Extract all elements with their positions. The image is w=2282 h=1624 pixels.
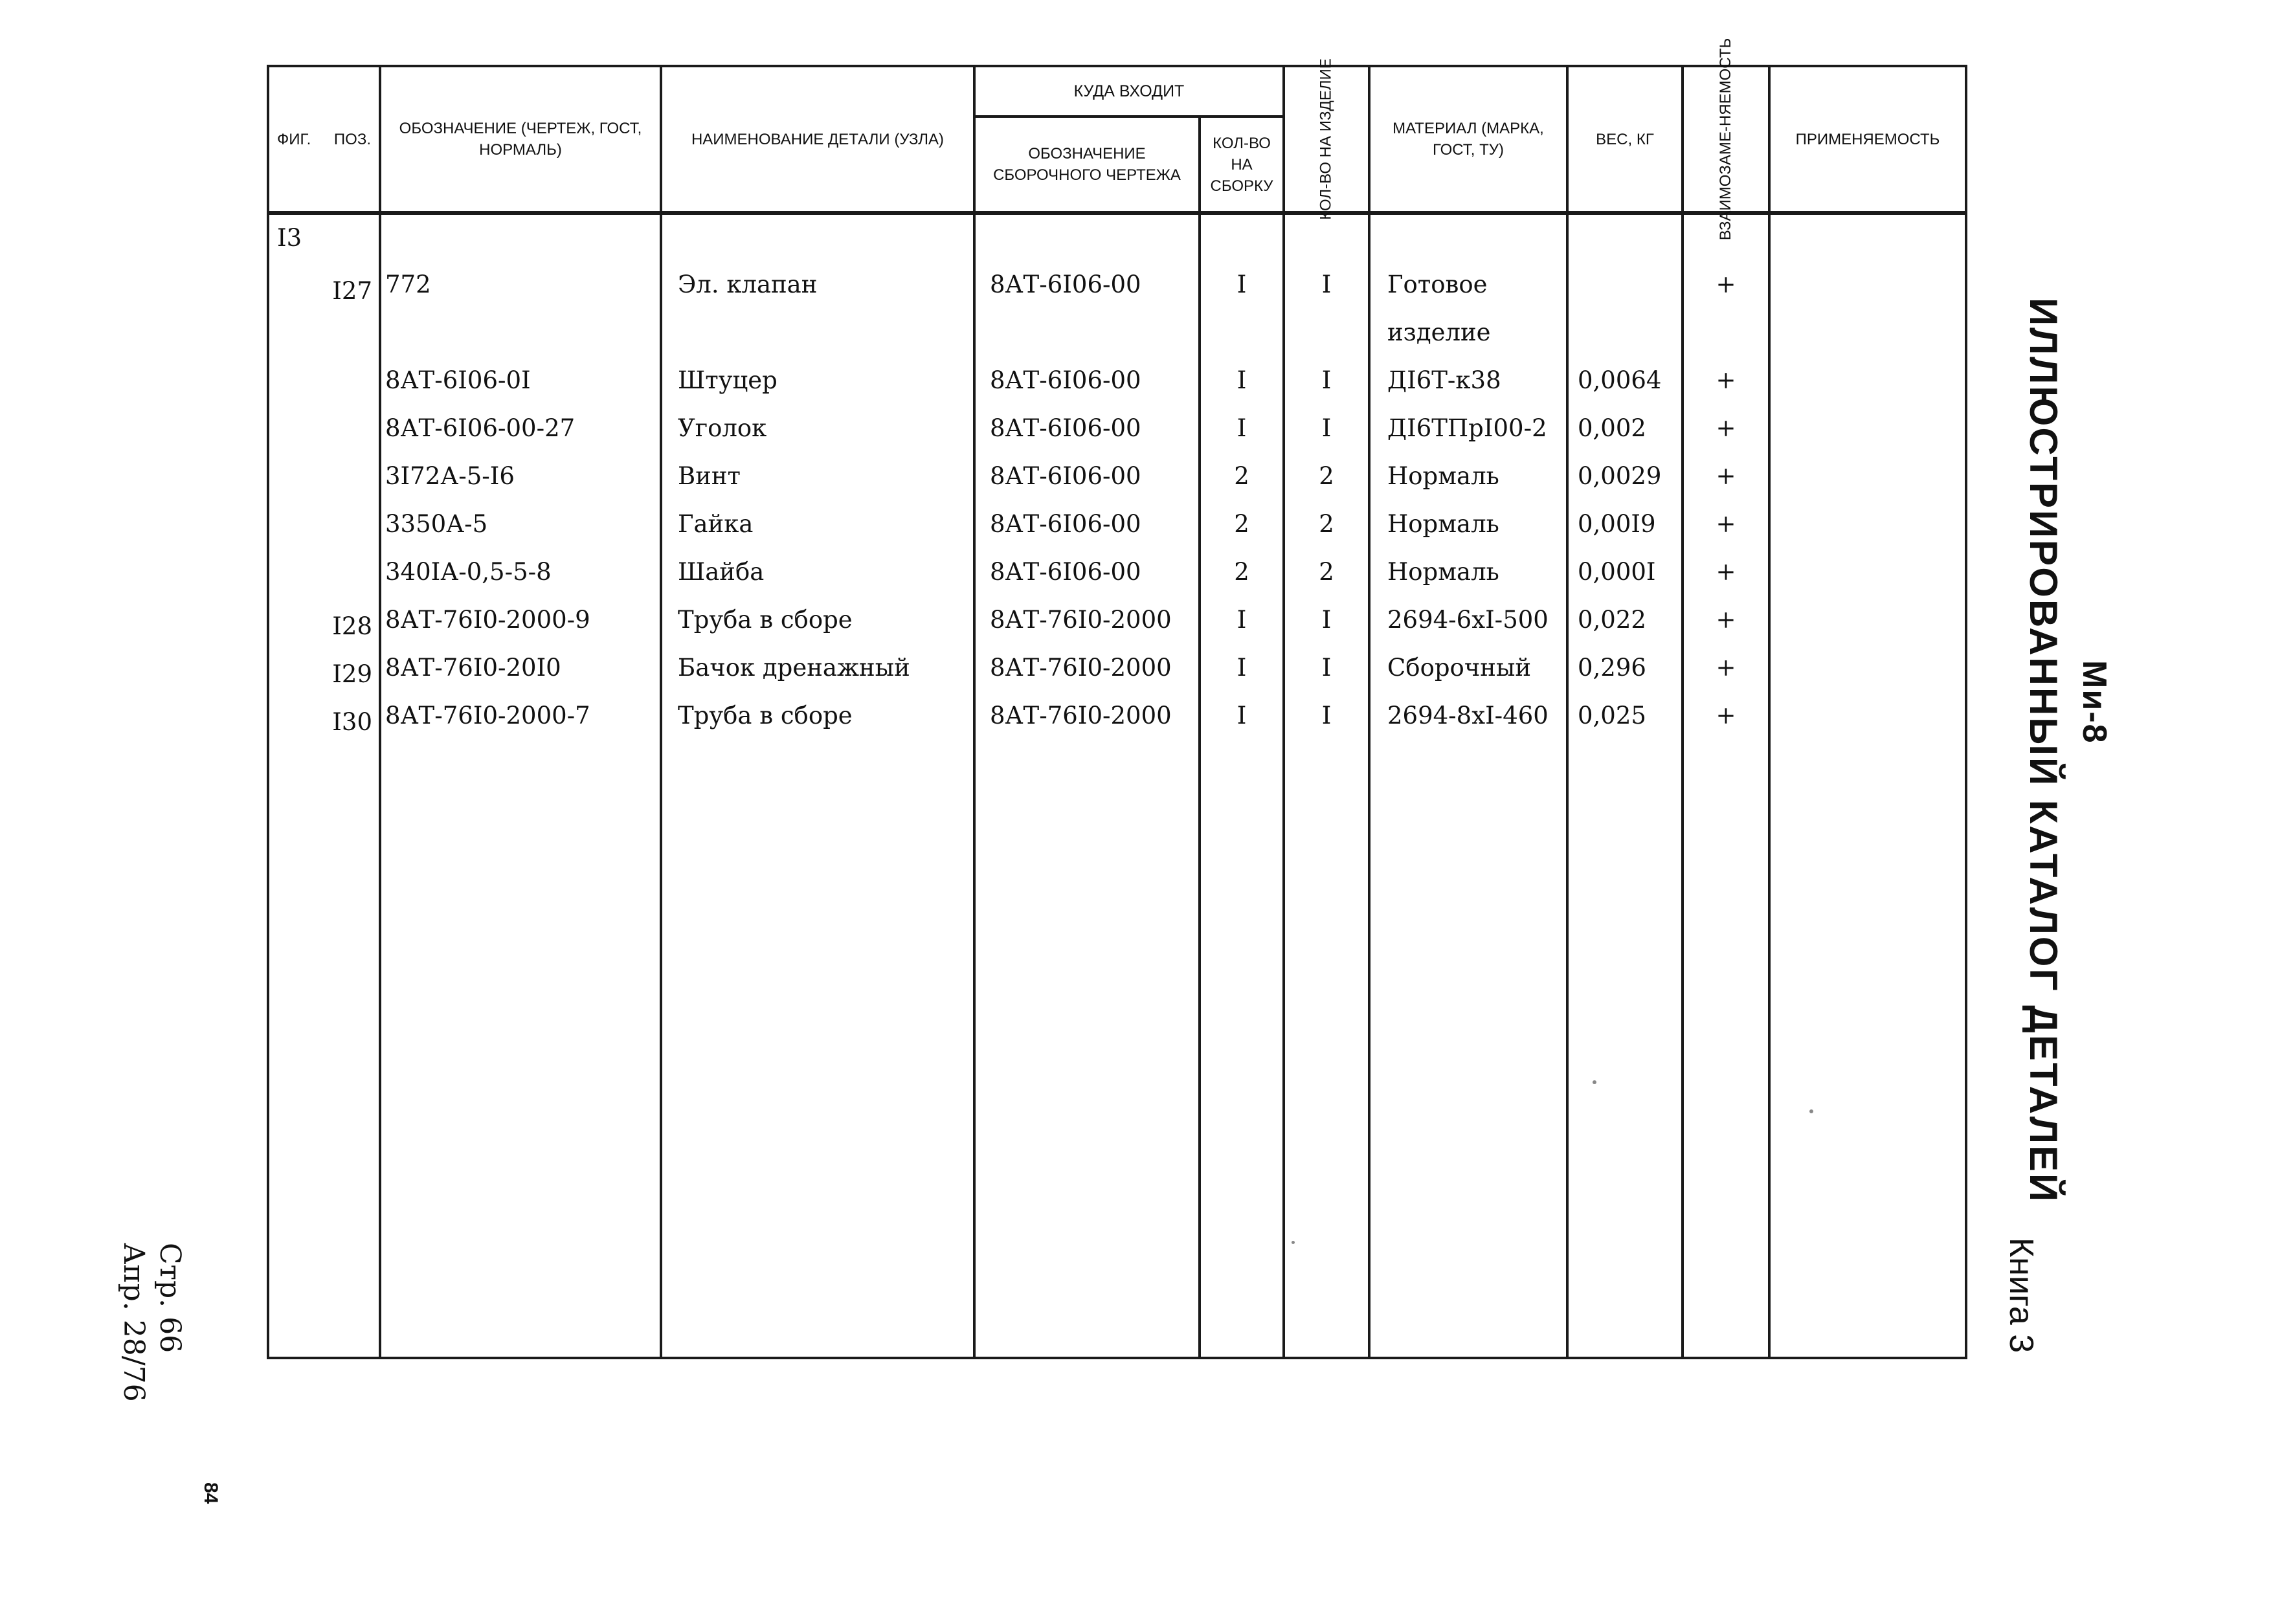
part-name-cell: Бачок дренажный — [661, 650, 974, 698]
aircraft-model: Ми-8 — [2075, 660, 2113, 744]
header-fig: ФИГ. — [277, 130, 311, 148]
interchangeable-cell: + — [1683, 650, 1769, 698]
designation-cell: 340IА-0,5-5-8 — [380, 554, 661, 602]
material-cell: Готовое — [1369, 267, 1567, 315]
designation-cell: 3I72А-5-I6 — [380, 458, 661, 506]
position-cell — [268, 362, 380, 410]
table-row — [268, 410, 1966, 458]
qty-product-cell: I — [1284, 602, 1369, 650]
interchangeable-cell: + — [1683, 698, 1769, 746]
interchangeable-cell: + — [1683, 458, 1769, 506]
interchangeable-cell: + — [1683, 602, 1769, 650]
header-interchangeability — [1683, 38, 1769, 241]
qty-assembly-cell: 2 — [1200, 554, 1284, 602]
qty-assembly-cell: I — [1200, 267, 1284, 315]
applicability-cell — [1769, 362, 1966, 410]
position-number: I27 — [332, 277, 372, 305]
assembly-drawing-cell: 8АТ-76I0-2000 — [974, 602, 1200, 650]
qty-assembly-cell: 2 — [1200, 506, 1284, 554]
applicability-cell — [1769, 315, 1966, 362]
table-row — [268, 506, 1966, 554]
material-cell: ДI6Т-к38 — [1369, 362, 1567, 410]
page-number: Стр. 66 — [153, 1243, 186, 1353]
qty-product-cell: I — [1284, 410, 1369, 458]
qty-assembly-cell: I — [1200, 602, 1284, 650]
position-cell — [268, 410, 380, 458]
position-cell — [268, 602, 380, 650]
scan-speck — [1809, 1109, 1813, 1113]
weight-cell: 0,002 — [1567, 410, 1683, 458]
qty-product-cell: I — [1284, 267, 1369, 315]
empty-cell — [380, 746, 661, 1358]
designation-cell — [380, 315, 661, 362]
position-number: I28 — [332, 612, 372, 640]
qty-assembly-cell: I — [1200, 650, 1284, 698]
empty-cell — [1567, 746, 1683, 1358]
part-name-cell: Винт — [661, 458, 974, 506]
material-cell: Нормаль — [1369, 506, 1567, 554]
qty-product-cell: I — [1284, 698, 1369, 746]
header-applicability: ПРИМЕНЯЕМОСТЬ — [1769, 66, 1966, 213]
interchangeable-cell: + — [1683, 362, 1769, 410]
material-cell: ДI6ТПрI00-2 — [1369, 410, 1567, 458]
assembly-drawing-cell: 8АТ-6I06-00 — [974, 267, 1200, 315]
designation-cell: 8АТ-76I0-20I0 — [380, 650, 661, 698]
assembly-drawing-cell: 8АТ-6I06-00 — [974, 554, 1200, 602]
header-interchangeability-text: ВЗАИМОЗАМЕ-НЯЕМОСТЬ — [1717, 38, 1734, 241]
designation-cell: 8АТ-76I0-2000-9 — [380, 602, 661, 650]
table-row — [268, 362, 1966, 410]
interchangeable-cell — [1683, 315, 1769, 362]
applicability-cell — [1769, 554, 1966, 602]
table-row — [268, 458, 1966, 506]
header-name: НАИМЕНОВАНИЕ ДЕТАЛИ (УЗЛА) — [661, 66, 974, 213]
catalog-title: ИЛЛЮСТРИРОВАННЫЙ КАТАЛОГ ДЕТАЛЕЙ — [2022, 298, 2065, 1204]
qty-assembly-cell: 2 — [1200, 458, 1284, 506]
material-cell: Нормаль — [1369, 458, 1567, 506]
header-assembly-drawing: ОБОЗНАЧЕНИЕ СБОРОЧНОГО ЧЕРТЕЖА — [974, 117, 1200, 213]
part-name-cell: Уголок — [661, 410, 974, 458]
side-title — [2017, 298, 2159, 1204]
position-cell — [268, 554, 380, 602]
assembly-drawing-cell: 8АТ-6I06-00 — [974, 506, 1200, 554]
weight-cell: 0,025 — [1567, 698, 1683, 746]
qty-assembly-cell: I — [1200, 362, 1284, 410]
part-name-cell: Гайка — [661, 506, 974, 554]
header-pos: ПОЗ. — [333, 130, 371, 148]
header-qty-per-product — [1284, 58, 1369, 220]
empty-cell — [661, 746, 974, 1358]
scan-speck — [1292, 1241, 1295, 1244]
part-name-cell: Труба в сборе — [661, 602, 974, 650]
position-number: I29 — [332, 660, 372, 688]
header-qty-per-assembly: КОЛ-ВО НА СБОРКУ — [1200, 117, 1284, 213]
header-designation: ОБОЗНАЧЕНИЕ (ЧЕРТЕЖ, ГОСТ, НОРМАЛЬ) — [380, 66, 661, 213]
header-material: МАТЕРИАЛ (МАРКА, ГОСТ, ТУ) — [1369, 66, 1567, 213]
sheet-number: 84 — [200, 1482, 221, 1504]
designation-cell: 8АТ-6I06-0I — [380, 362, 661, 410]
weight-cell: 0,0029 — [1567, 458, 1683, 506]
empty-cell — [1683, 746, 1769, 1358]
assembly-drawing-cell — [974, 315, 1200, 362]
position-cell — [268, 458, 380, 506]
designation-cell: 3350А-5 — [380, 506, 661, 554]
applicability-cell — [1769, 267, 1966, 315]
weight-cell — [1567, 267, 1683, 315]
position-cell — [268, 698, 380, 746]
figure-number: I3 — [277, 224, 302, 252]
part-name-cell: Штуцер — [661, 362, 974, 410]
table-row — [268, 602, 1966, 650]
empty-cell — [1200, 746, 1284, 1358]
qty-product-cell: I — [1284, 650, 1369, 698]
figure-cell — [268, 213, 380, 267]
applicability-cell — [1769, 506, 1966, 554]
interchangeable-cell: + — [1683, 506, 1769, 554]
position-number: I30 — [332, 708, 372, 736]
table-row — [268, 315, 1966, 362]
applicability-cell — [1769, 410, 1966, 458]
table-row — [268, 267, 1966, 315]
header-qty-per-product-text: КОЛ-ВО НА ИЗДЕЛИЕ — [1317, 58, 1336, 220]
book-label: Книга 3 — [2002, 1238, 2040, 1353]
weight-cell: 0,0064 — [1567, 362, 1683, 410]
catalog-sheet — [267, 38, 1965, 1359]
qty-product-cell: 2 — [1284, 458, 1369, 506]
position-cell — [268, 506, 380, 554]
interchangeable-cell: + — [1683, 410, 1769, 458]
qty-assembly-cell — [1200, 315, 1284, 362]
empty-cell — [1769, 746, 1966, 1358]
qty-product-cell: I — [1284, 362, 1369, 410]
designation-cell: 772 — [380, 267, 661, 315]
assembly-drawing-cell: 8АТ-76I0-2000 — [974, 650, 1200, 698]
material-cell: Сборочный — [1369, 650, 1567, 698]
material-cell: 2694-6хI-500 — [1369, 602, 1567, 650]
qty-assembly-cell: I — [1200, 698, 1284, 746]
empty-cell — [1284, 746, 1369, 1358]
qty-product-cell: 2 — [1284, 554, 1369, 602]
position-cell — [268, 315, 380, 362]
applicability-cell — [1769, 458, 1966, 506]
revision-date: Апр. 28/76 — [117, 1243, 150, 1402]
material-cell: Нормаль — [1369, 554, 1567, 602]
material-cell: изделие — [1369, 315, 1567, 362]
part-name-cell — [661, 315, 974, 362]
assembly-drawing-cell: 8АТ-6I06-00 — [974, 410, 1200, 458]
empty-cell — [1369, 746, 1567, 1358]
qty-product-cell — [1284, 315, 1369, 362]
weight-cell: 0,000I — [1567, 554, 1683, 602]
empty-filler-row — [268, 746, 1966, 1358]
weight-cell: 0,022 — [1567, 602, 1683, 650]
parts-table — [267, 38, 1967, 1359]
part-name-cell: Эл. клапан — [661, 267, 974, 315]
applicability-cell — [1769, 650, 1966, 698]
qty-product-cell: 2 — [1284, 506, 1369, 554]
table-row — [268, 698, 1966, 746]
weight-cell: 0,296 — [1567, 650, 1683, 698]
position-cell — [268, 267, 380, 315]
header-where-used: КУДА ВХОДИТ — [974, 66, 1284, 117]
empty-cell — [974, 746, 1200, 1358]
interchangeable-cell: + — [1683, 554, 1769, 602]
assembly-drawing-cell: 8АТ-76I0-2000 — [974, 698, 1200, 746]
assembly-drawing-cell: 8АТ-6I06-00 — [974, 458, 1200, 506]
qty-assembly-cell: I — [1200, 410, 1284, 458]
header-weight: ВЕС, КГ — [1567, 66, 1683, 213]
empty-cell — [268, 746, 380, 1358]
part-name-cell: Труба в сборе — [661, 698, 974, 746]
material-cell: 2694-8хI-460 — [1369, 698, 1567, 746]
designation-cell: 8АТ-6I06-00-27 — [380, 410, 661, 458]
scan-speck — [1593, 1080, 1596, 1084]
assembly-drawing-cell: 8АТ-6I06-00 — [974, 362, 1200, 410]
weight-cell: 0,00I9 — [1567, 506, 1683, 554]
applicability-cell — [1769, 698, 1966, 746]
designation-cell: 8АТ-76I0-2000-7 — [380, 698, 661, 746]
table-row — [268, 650, 1966, 698]
header-fig-pos — [268, 66, 380, 213]
weight-cell — [1567, 315, 1683, 362]
part-name-cell: Шайба — [661, 554, 974, 602]
table-row — [268, 554, 1966, 602]
figure-row — [268, 213, 1966, 267]
position-cell — [268, 650, 380, 698]
interchangeable-cell: + — [1683, 267, 1769, 315]
page-info — [115, 1243, 188, 1402]
applicability-cell — [1769, 602, 1966, 650]
